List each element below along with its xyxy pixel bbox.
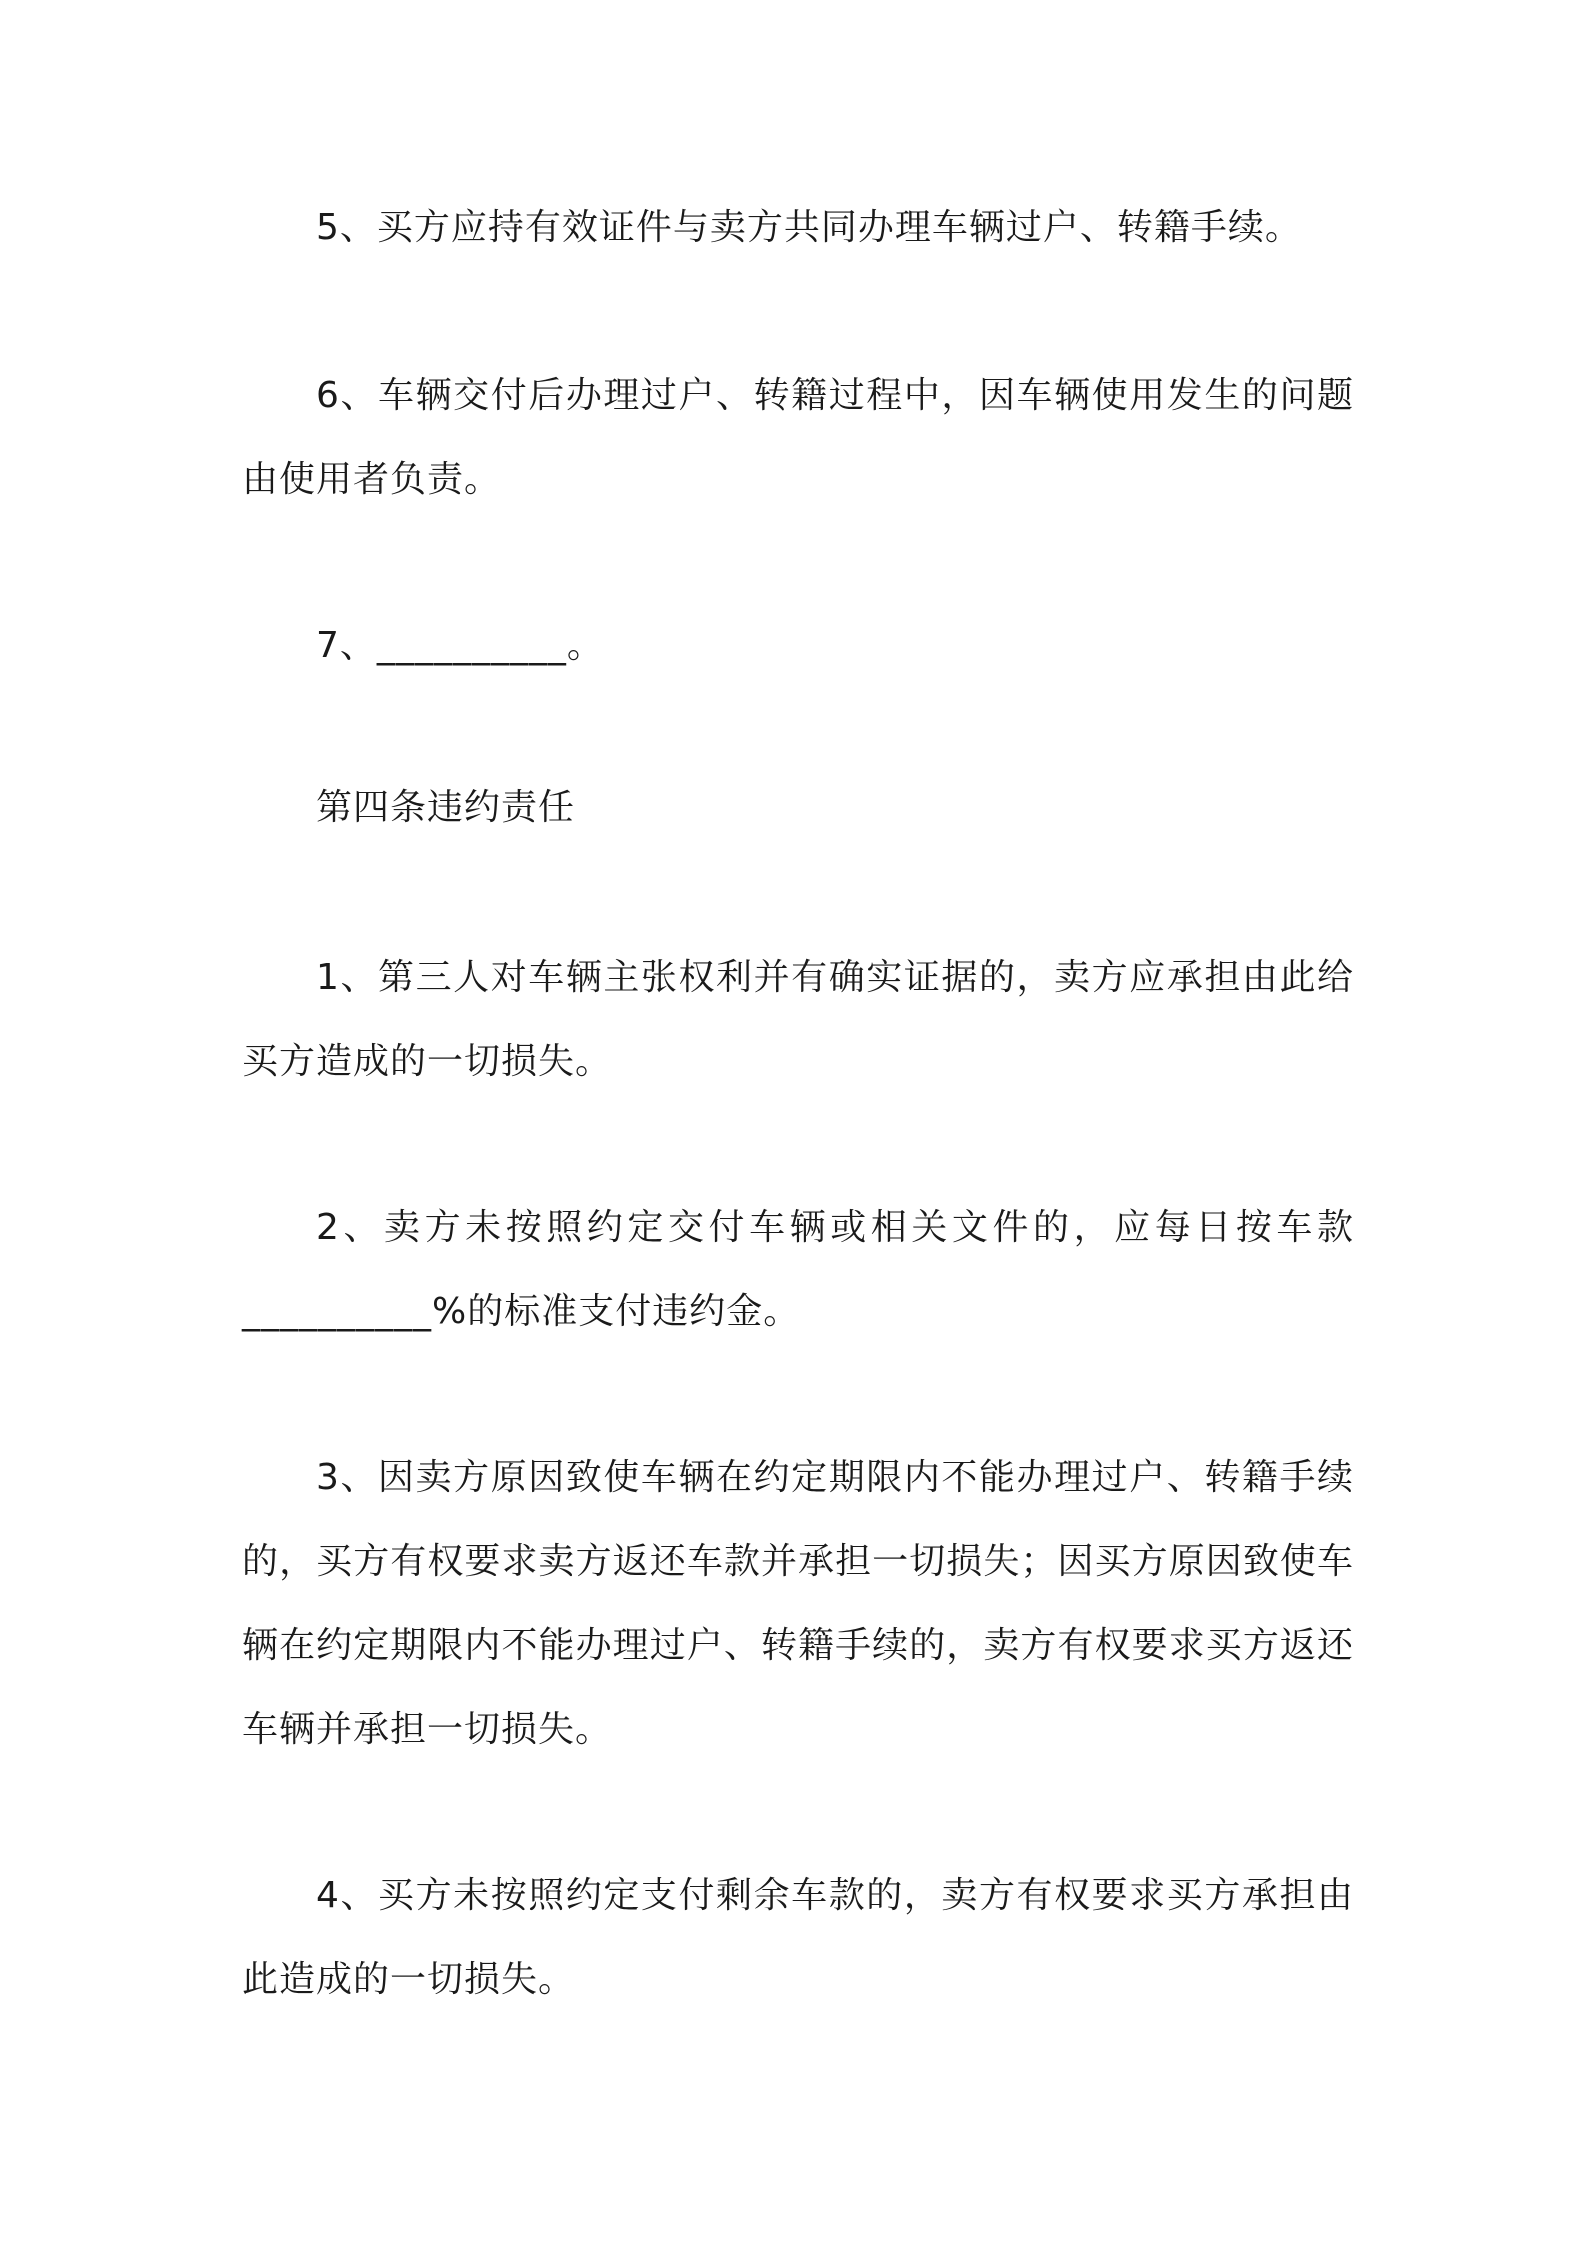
- clause-4-item-2: 2、卖方未按照约定交付车辆或相关文件的，应每日按车款__________%的标准支付违约金。: [242, 1207, 1354, 1332]
- clause-4-item-4: 4、买方未按照约定支付剩余车款的，卖方有权要求买方承担由此造成的一切损失。: [242, 1875, 1354, 2000]
- clause-3-item-6: 6、车辆交付后办理过户、转籍过程中，因车辆使用发生的问题由使用者负责。: [242, 375, 1354, 500]
- clause-4-item-1: 1、第三人对车辆主张权利并有确实证据的，卖方应承担由此给买方造成的一切损失。: [242, 957, 1354, 1082]
- clause-3-item-7: 7、__________。: [316, 625, 604, 666]
- clause-3-item-5: 5、买方应持有效证件与卖方共同办理车辆过户、转籍手续。: [316, 207, 1302, 248]
- clause-4-item-3: 3、因卖方原因致使车辆在约定期限内不能办理过户、转籍手续的，买方有权要求卖方返还车款并承担一切损失；因买方原因致使车辆在约定期限内不能办理过户、转籍手续的，卖方有权要求买方返还车辆并承担一切损失。: [242, 1457, 1354, 1750]
- section-heading-article-4: 第四条违约责任: [316, 787, 576, 828]
